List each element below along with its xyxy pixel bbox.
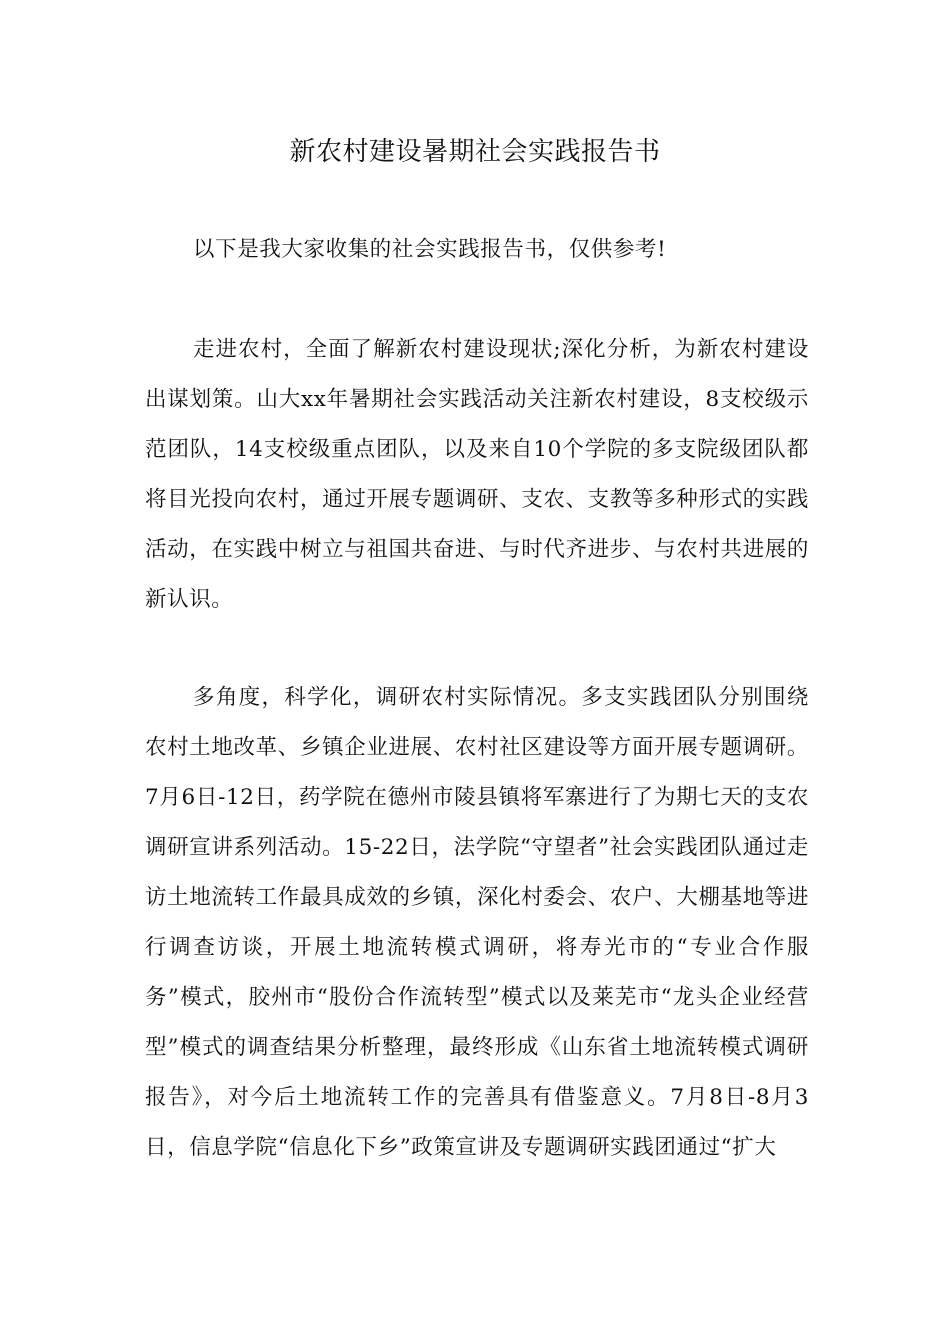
- body-paragraph-2: 多角度，科学化，调研农村实际情况。多支实践团队分别围绕农村土地改革、乡镇企业进展、农村社区建设等方面开展专题调研。7月6日-12日，药学院在德州市陵县镇将军寨进行了为期七天的支农调研宣讲系列活动。15-22日，法学院“守望者”社会实践团队通过走访土地流转工作最具成效的乡镇，深化村委会、农户、大棚基地等进行调查访谈，开展土地流转模式调研，将寿光市的“专业合作服务”模式，胶州市“股份合作流转型”模式以及莱芜市“龙头企业经营型”模式的调查结果分析整理，最终形成《山东省土地流转模式调研报告》，对今后土地流转工作的完善具有借鉴意义。7月8日-8月3日，信息学院“信息化下乡”政策宣讲及专题调研实践团通过“扩大: [145, 685, 809, 1160]
- intro-paragraph: 以下是我大家收集的社会实践报告书，仅供参考!: [193, 237, 667, 262]
- body-paragraph-1: 走进农村，全面了解新农村建设现状;深化分析，为新农村建设出谋划策。山大xx年暑期社会实践活动关注新农村建设，8支校级示范团队，14支校级重点团队，以及来自10个学院的多支院级团队都将目光投向农村，通过开展专题调研、支农、支教等多种形式的实践活动，在实践中树立与祖国共奋进、与时代齐进步、与农村共进展的新认识。: [145, 337, 809, 612]
- document-title: 新农村建设暑期社会实践报告书: [289, 137, 661, 167]
